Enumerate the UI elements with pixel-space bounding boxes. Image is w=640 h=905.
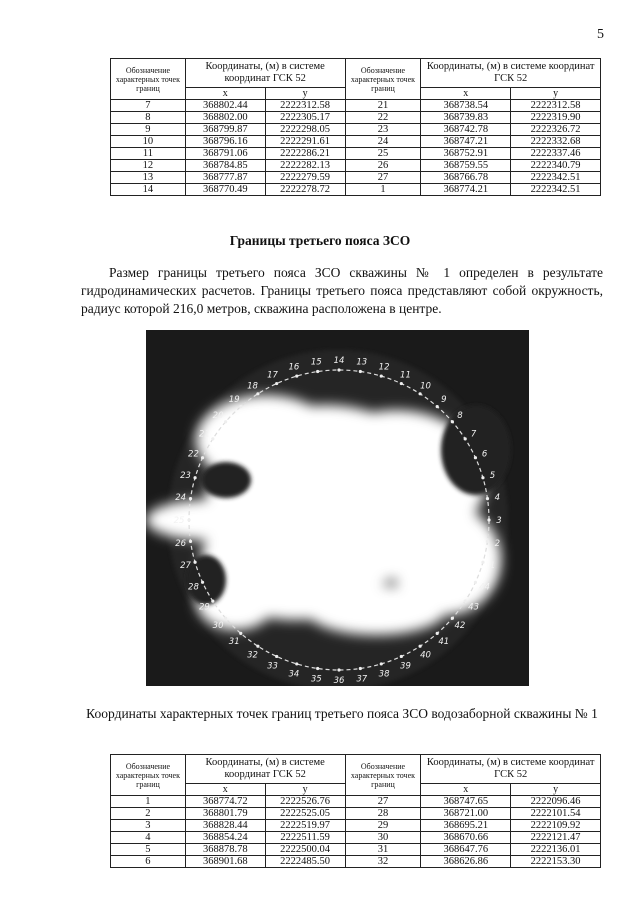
coord-y: 2222096.46 [511,796,601,808]
boundary-point-marker [295,662,298,665]
boundary-point-marker [400,655,403,658]
coord-x: 368802.00 [185,112,265,124]
boundary-point-label: 23 [180,470,191,481]
point-number: 26 [345,160,421,172]
boundary-point-label: 22 [188,449,199,460]
boundary-point-label: 42 [454,620,466,631]
boundary-point-marker [359,370,362,373]
point-number: 2 [111,808,186,820]
boundary-point-marker [380,662,383,665]
point-number: 8 [111,112,186,124]
point-number: 22 [345,112,421,124]
coord-y: 2222286.21 [265,148,345,160]
table-row [111,844,601,856]
table-row [111,148,601,160]
boundary-point-marker [275,382,278,385]
boundary-point-label: 34 [288,669,300,680]
table-row [111,820,601,832]
point-number: 1 [345,184,421,196]
boundary-point-label: 40 [420,650,431,661]
boundary-point-label: 35 [310,674,322,685]
point-number: 3 [111,820,186,832]
boundary-point-label: 26 [175,538,187,549]
coord-x: 368878.78 [185,844,265,856]
header-point-label: Обозначение характерных точек границ [111,755,186,796]
boundary-point-label: 15 [310,357,322,368]
coord-x: 368854.24 [185,832,265,844]
boundary-point-label: 6 [481,449,488,460]
boundary-point-marker [474,456,477,459]
coord-y: 2222525.05 [265,808,345,820]
boundary-point-label: 4 [494,493,501,504]
boundary-point-label: 12 [378,362,390,373]
point-number: 1 [111,796,186,808]
point-number: 10 [111,136,186,148]
boundary-point-label: 38 [378,669,390,680]
boundary-point-label: 20 [212,411,224,422]
boundary-point-marker [337,368,340,371]
coord-x: 368759.55 [421,160,511,172]
boundary-point-label: 44 [479,582,490,593]
coord-x: 368777.87 [185,172,265,184]
point-number: 6 [111,856,186,868]
coord-y: 2222121.47 [511,832,601,844]
coord-y: 2222312.58 [265,100,345,112]
coord-y: 2222312.58 [511,100,601,112]
boundary-point-marker [380,374,383,377]
coord-x: 368802.44 [185,100,265,112]
boundary-point-marker [436,405,439,408]
header-y: y [265,88,345,100]
boundary-point-marker [189,497,192,500]
boundary-point-label: 19 [228,395,240,406]
boundary-point-marker [481,561,484,564]
boundary-point-marker [451,420,454,423]
boundary-point-marker [359,667,362,670]
coord-y: 2222342.51 [511,184,601,196]
table-row [111,112,601,124]
coord-x: 368738.54 [421,100,511,112]
coord-y: 2222342.51 [511,172,601,184]
table-row [111,100,601,112]
coord-y: 2222526.76 [265,796,345,808]
point-number: 7 [111,100,186,112]
boundary-point-label: 18 [247,381,258,392]
header-y: y [265,784,345,796]
coord-x: 368774.21 [421,184,511,196]
coord-y: 2222153.30 [511,856,601,868]
boundary-point-marker [275,655,278,658]
boundary-point-marker [464,437,467,440]
boundary-point-marker [224,420,227,423]
body-paragraph: Размер границы третьего пояса ЗСО скважины № 1 определен в результате гидродинамических расчетов. Границы третьего пояса представляют собой окружность, радиус которой 216,0 метров, скважина расположена в центре. [81,265,603,316]
coord-y: 2222291.61 [265,136,345,148]
boundary-point-marker [187,518,190,521]
point-number: 11 [111,148,186,160]
boundary-point-label: 10 [420,381,431,392]
table-2-body [111,796,601,868]
coord-y: 2222485.50 [265,856,345,868]
point-number: 27 [345,172,421,184]
coord-x: 368747.65 [421,796,511,808]
boundary-point-label: 32 [247,650,258,661]
boundary-point-label: 3 [496,516,502,526]
coord-x: 368784.85 [185,160,265,172]
page-number: 5 [597,27,604,42]
point-number: 14 [111,184,186,196]
coord-y: 2222519.97 [265,820,345,832]
coord-x: 368721.00 [421,808,511,820]
boundary-point-label: 5 [489,470,496,481]
coord-x: 368670.66 [421,832,511,844]
coord-y: 2222326.72 [511,124,601,136]
coord-y: 2222109.92 [511,820,601,832]
zone-boundary-image [146,330,529,686]
boundary-point-marker [256,392,259,395]
table-row [111,832,601,844]
zone-boundary-figure [146,330,529,686]
boundary-point-marker [211,599,214,602]
coord-y: 2222319.90 [511,112,601,124]
boundary-point-label: 21 [198,429,210,440]
coord-x: 368739.83 [421,112,511,124]
coord-y: 2222101.54 [511,808,601,820]
boundary-point-marker [337,668,340,671]
header-coords: Координаты, (м) в системе координат ГСК 52 [421,59,601,88]
boundary-point-label: 7 [470,429,477,440]
boundary-point-label: 11 [400,370,411,381]
coord-x: 368742.78 [421,124,511,136]
table-row [111,172,601,184]
header-y: y [511,88,601,100]
table-row [111,136,601,148]
section-heading: Границы третьего пояса ЗСО [229,233,411,248]
coord-x: 368901.68 [185,856,265,868]
boundary-point-label: 1 [489,561,496,572]
header-y: y [511,784,601,796]
boundary-point-label: 39 [400,661,411,672]
coordinates-table-1 [110,58,601,196]
header-x: x [421,784,511,796]
point-number: 31 [345,844,421,856]
coord-x: 368626.86 [421,856,511,868]
boundary-point-label: 16 [288,362,300,373]
boundary-point-marker [201,581,204,584]
point-number: 5 [111,844,186,856]
boundary-point-label: 37 [356,674,368,685]
coord-x: 368752.91 [421,148,511,160]
boundary-point-label: 30 [212,620,224,631]
header-point-label: Обозначение характерных точек границ [345,59,421,100]
boundary-point-label: 28 [188,582,199,593]
point-number: 13 [111,172,186,184]
boundary-point-marker [487,518,490,521]
boundary-point-label: 29 [198,602,210,613]
point-number: 29 [345,820,421,832]
table-row [111,796,601,808]
boundary-point-label: 43 [468,602,480,613]
coord-x: 368791.06 [185,148,265,160]
point-number: 32 [345,856,421,868]
boundary-point-label: 33 [267,661,278,672]
boundary-point-marker [193,476,196,479]
coord-y: 2222136.01 [511,844,601,856]
boundary-point-marker [451,617,454,620]
table-row [111,124,601,136]
boundary-point-label: 25 [173,516,185,526]
boundary-point-marker [418,645,421,648]
boundary-point-marker [201,456,204,459]
boundary-point-marker [295,374,298,377]
boundary-point-label: 24 [175,493,187,504]
point-number: 28 [345,808,421,820]
point-number: 23 [345,124,421,136]
header-coords: Координаты, (м) в системе координат ГСК 52 [421,755,601,784]
coord-x: 368647.76 [421,844,511,856]
header-coords: Координаты, (м) в системе координат ГСК 52 [185,755,345,784]
boundary-point-label: 2 [494,538,501,549]
boundary-point-marker [224,617,227,620]
coord-y: 2222298.05 [265,124,345,136]
point-number: 12 [111,160,186,172]
boundary-point-marker [189,540,192,543]
boundary-point-label: 27 [180,561,191,572]
point-number: 30 [345,832,421,844]
point-number: 25 [345,148,421,160]
header-x: x [421,88,511,100]
boundary-point-label: 13 [356,357,368,368]
coord-y: 2222340.79 [511,160,601,172]
boundary-point-marker [481,476,484,479]
boundary-point-marker [486,497,489,500]
coord-y: 2222278.72 [265,184,345,196]
boundary-point-marker [486,540,489,543]
coord-x: 368801.79 [185,808,265,820]
coord-x: 368747.21 [421,136,511,148]
table-row [111,856,601,868]
coord-y: 2222511.59 [265,832,345,844]
boundary-point-marker [193,561,196,564]
header-point-label: Обозначение характерных точек границ [111,59,186,100]
table-row [111,160,601,172]
boundary-point-marker [400,382,403,385]
boundary-point-label: 36 [333,676,345,686]
coord-x: 368799.87 [185,124,265,136]
table-row [111,184,601,196]
coord-y: 2222282.13 [265,160,345,172]
boundary-point-label: 17 [267,370,278,381]
boundary-point-label: 14 [333,356,345,366]
boundary-point-marker [211,437,214,440]
boundary-point-marker [464,599,467,602]
boundary-point-label: 8 [457,411,463,422]
table-1-body [111,100,601,196]
boundary-point-marker [436,632,439,635]
boundary-point-marker [418,392,421,395]
boundary-point-marker [239,632,242,635]
table-caption: Координаты характерных точек границ третьего пояса ЗСО водозаборной скважины № 1 [86,706,598,721]
coord-x: 368828.44 [185,820,265,832]
coord-x: 368796.16 [185,136,265,148]
boundary-point-label: 31 [228,636,240,647]
header-x: x [185,88,265,100]
point-number: 27 [345,796,421,808]
header-coords: Координаты, (м) в системе координат ГСК 52 [185,59,345,88]
header-point-label: Обозначение характерных точек границ [345,755,421,796]
point-number: 21 [345,100,421,112]
table-row [111,808,601,820]
boundary-point-marker [256,645,259,648]
boundary-point-label: 41 [438,636,450,647]
coord-y: 2222332.68 [511,136,601,148]
boundary-point-marker [474,581,477,584]
boundary-point-label: 9 [441,395,447,406]
coord-x: 368774.72 [185,796,265,808]
point-number: 24 [345,136,421,148]
coord-y: 2222500.04 [265,844,345,856]
coord-y: 2222337.46 [511,148,601,160]
boundary-point-marker [316,667,319,670]
point-number: 9 [111,124,186,136]
coord-x: 368695.21 [421,820,511,832]
point-number: 4 [111,832,186,844]
coord-y: 2222305.17 [265,112,345,124]
coordinates-table-2 [110,754,601,868]
boundary-point-marker [316,370,319,373]
header-x: x [185,784,265,796]
coord-x: 368770.49 [185,184,265,196]
coord-x: 368766.78 [421,172,511,184]
coord-y: 2222279.59 [265,172,345,184]
boundary-point-marker [239,405,242,408]
